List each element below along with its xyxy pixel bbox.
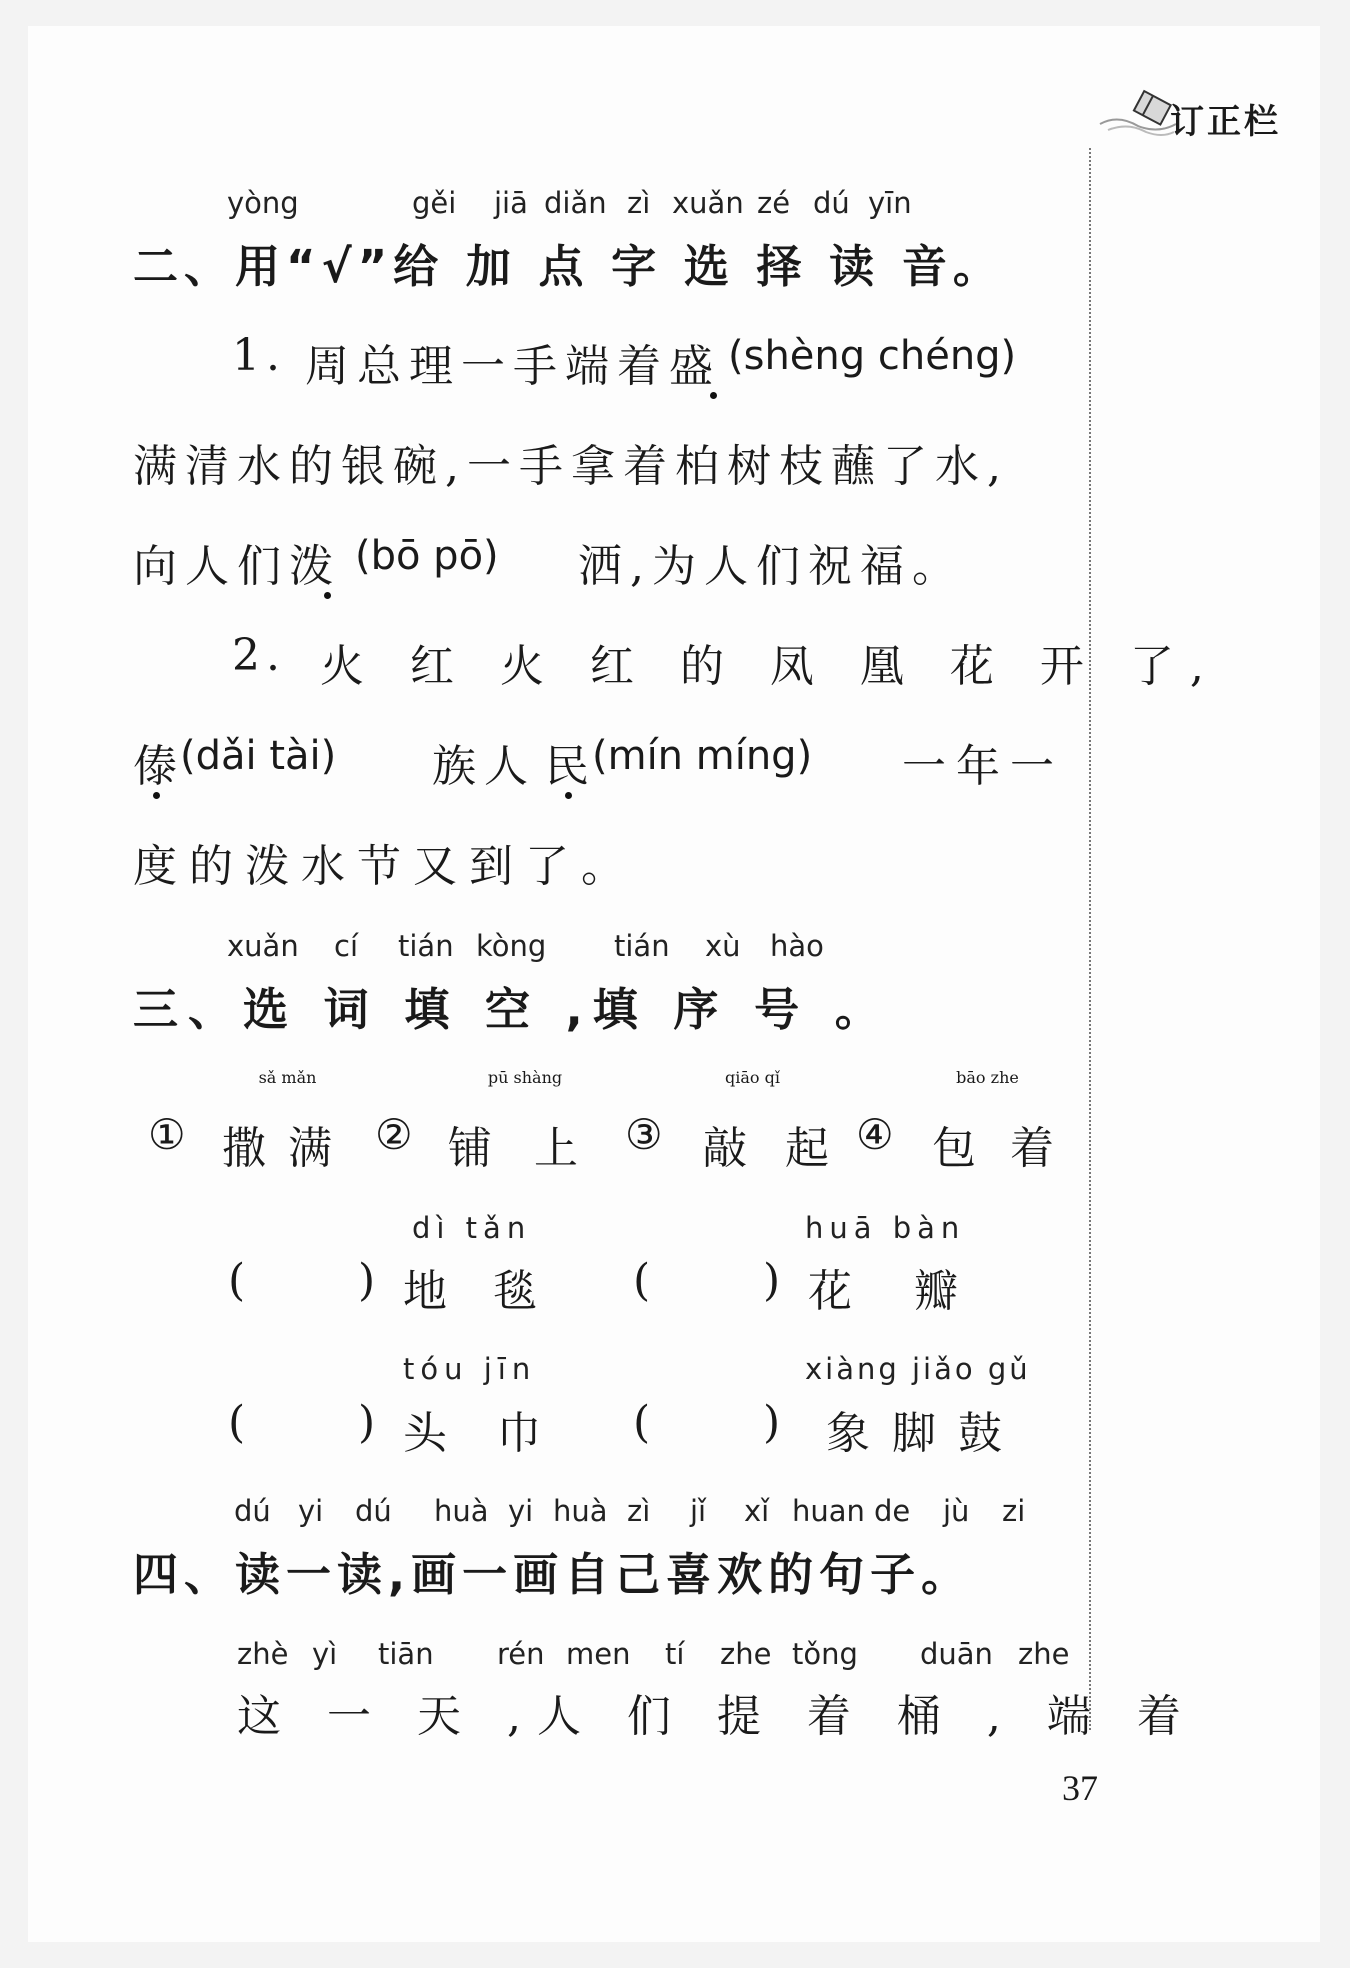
- section-2-heading: 二、用“√”给 加 点 字 选 择 读 音。: [133, 240, 1004, 293]
- answer-blank[interactable]: [655, 1397, 755, 1447]
- pinyin-choice[interactable]: (bō pō): [355, 533, 499, 579]
- pinyin: tí: [665, 1637, 685, 1671]
- pinyin: hào: [770, 929, 824, 963]
- pinyin: dú: [234, 1494, 271, 1528]
- correction-column-divider: [1089, 148, 1091, 1730]
- paren-open: (: [633, 1397, 657, 1448]
- blank-word: 象 脚 鼓: [826, 1408, 1006, 1459]
- correction-label: 订正栏: [1170, 102, 1281, 142]
- paren-open: (: [633, 1255, 657, 1306]
- pinyin: tián: [398, 929, 454, 963]
- pinyin: cí: [334, 929, 359, 963]
- question-text: 周总理一手端着盛: [305, 341, 721, 392]
- emphasis-dot: [153, 792, 160, 799]
- pinyin: yīn: [868, 186, 912, 220]
- pinyin: tiān: [378, 1637, 434, 1671]
- option-number: ①: [148, 1110, 192, 1159]
- pinyin: dú: [355, 1494, 392, 1528]
- question-text: 洒,为人们祝福。: [578, 541, 964, 592]
- pinyin: tǒng: [792, 1637, 858, 1671]
- paren-close: ): [763, 1397, 787, 1448]
- pinyin: zhe: [1018, 1637, 1070, 1671]
- blank-pinyin: tóu jīn: [403, 1352, 537, 1386]
- option-pinyin: qiāo qǐ: [725, 1068, 780, 1087]
- option-number: ③: [625, 1110, 669, 1159]
- option-number: ②: [375, 1110, 419, 1159]
- option-number: ④: [856, 1110, 900, 1159]
- pinyin: kòng: [476, 929, 547, 963]
- pinyin: men: [566, 1637, 631, 1671]
- question-number: 2.: [232, 630, 286, 681]
- option-text: 撒 满: [222, 1123, 336, 1174]
- option-text: 包 着: [932, 1123, 1064, 1174]
- answer-blank[interactable]: [250, 1255, 350, 1305]
- pinyin: rén: [497, 1637, 545, 1671]
- blank-word: 地 毯: [403, 1266, 553, 1317]
- pinyin: jù: [943, 1494, 970, 1528]
- emphasis-dot: [324, 592, 331, 599]
- pinyin-choice[interactable]: (dǎi tài): [180, 733, 337, 779]
- paren-close: ): [763, 1255, 787, 1306]
- question-text: 向人们泼: [133, 541, 341, 592]
- question-text: 民: [545, 741, 595, 792]
- section-4-sentence: 这 一 天 ,人 们 提 着 桶 , 端 着: [237, 1691, 1197, 1742]
- pinyin: zi: [1002, 1494, 1026, 1528]
- pinyin: zì: [627, 1494, 651, 1528]
- pinyin: zé: [757, 186, 791, 220]
- pinyin: tián: [614, 929, 670, 963]
- option-pinyin: sǎ mǎn: [258, 1068, 317, 1087]
- pinyin: yì: [312, 1637, 338, 1671]
- blank-pinyin: dì tǎn: [412, 1211, 532, 1245]
- option-text: 铺 上: [448, 1123, 592, 1174]
- blank-pinyin: xiàng jiǎo gǔ: [805, 1352, 1031, 1386]
- paren-close: ): [358, 1255, 382, 1306]
- pinyin: zì: [627, 186, 651, 220]
- pinyin: xù: [705, 929, 741, 963]
- blank-word: 花 瓣: [808, 1266, 982, 1317]
- pinyin: dú: [813, 186, 850, 220]
- pinyin: huà: [434, 1494, 489, 1528]
- question-number: 1.: [232, 330, 286, 381]
- question-text: 一年一: [902, 741, 1064, 792]
- page-number: 37: [1062, 1768, 1098, 1808]
- pinyin: yòng: [227, 186, 299, 220]
- answer-blank[interactable]: [250, 1397, 350, 1447]
- emphasis-dot: [710, 392, 717, 399]
- pinyin: huan: [792, 1494, 865, 1528]
- eraser-icon: [1098, 88, 1178, 140]
- section-3-heading: 三、选 词 填 空 ,填 序 号 。: [133, 983, 890, 1036]
- pinyin: jǐ: [690, 1494, 707, 1528]
- blank-word: 头 巾: [403, 1408, 559, 1459]
- pinyin: huà: [553, 1494, 608, 1528]
- pinyin: de: [874, 1494, 911, 1528]
- paren-open: (: [228, 1397, 252, 1448]
- pinyin: zhe: [720, 1637, 772, 1671]
- pinyin: diǎn: [544, 186, 607, 220]
- pinyin: zhè: [237, 1637, 289, 1671]
- pinyin: gěi: [412, 186, 457, 220]
- pinyin-choice[interactable]: (shèng chéng): [728, 333, 1017, 379]
- question-text: 度的泼水节又到了。: [133, 841, 637, 892]
- pinyin: duān: [920, 1637, 993, 1671]
- pinyin-choice[interactable]: (mín míng): [592, 733, 813, 779]
- question-text: 满清水的银碗,一手拿着柏树枝蘸了水,: [133, 441, 1009, 492]
- option-text: 敲 起: [703, 1123, 841, 1174]
- pinyin: xuǎn: [672, 186, 744, 220]
- answer-blank[interactable]: [655, 1255, 755, 1305]
- correction-header: [1098, 88, 1318, 148]
- question-text: 傣: [133, 741, 183, 792]
- section-4-heading: 四、读一读,画一画自己喜欢的句子。: [133, 1548, 973, 1601]
- question-text: 火 红 火 红 的 凤 凰 花 开 了,: [320, 641, 1220, 692]
- emphasis-dot: [565, 792, 572, 799]
- pinyin: xǐ: [744, 1494, 770, 1528]
- paren-open: (: [228, 1255, 252, 1306]
- pinyin: xuǎn: [227, 929, 299, 963]
- blank-pinyin: huā bàn: [805, 1211, 966, 1245]
- pinyin: jiā: [494, 186, 528, 220]
- question-text: 族人: [432, 741, 536, 792]
- pinyin: yi: [298, 1494, 324, 1528]
- option-pinyin: pū shàng: [487, 1068, 563, 1087]
- pinyin: yi: [508, 1494, 534, 1528]
- paren-close: ): [358, 1397, 382, 1448]
- option-pinyin: bāo zhe: [956, 1068, 1019, 1087]
